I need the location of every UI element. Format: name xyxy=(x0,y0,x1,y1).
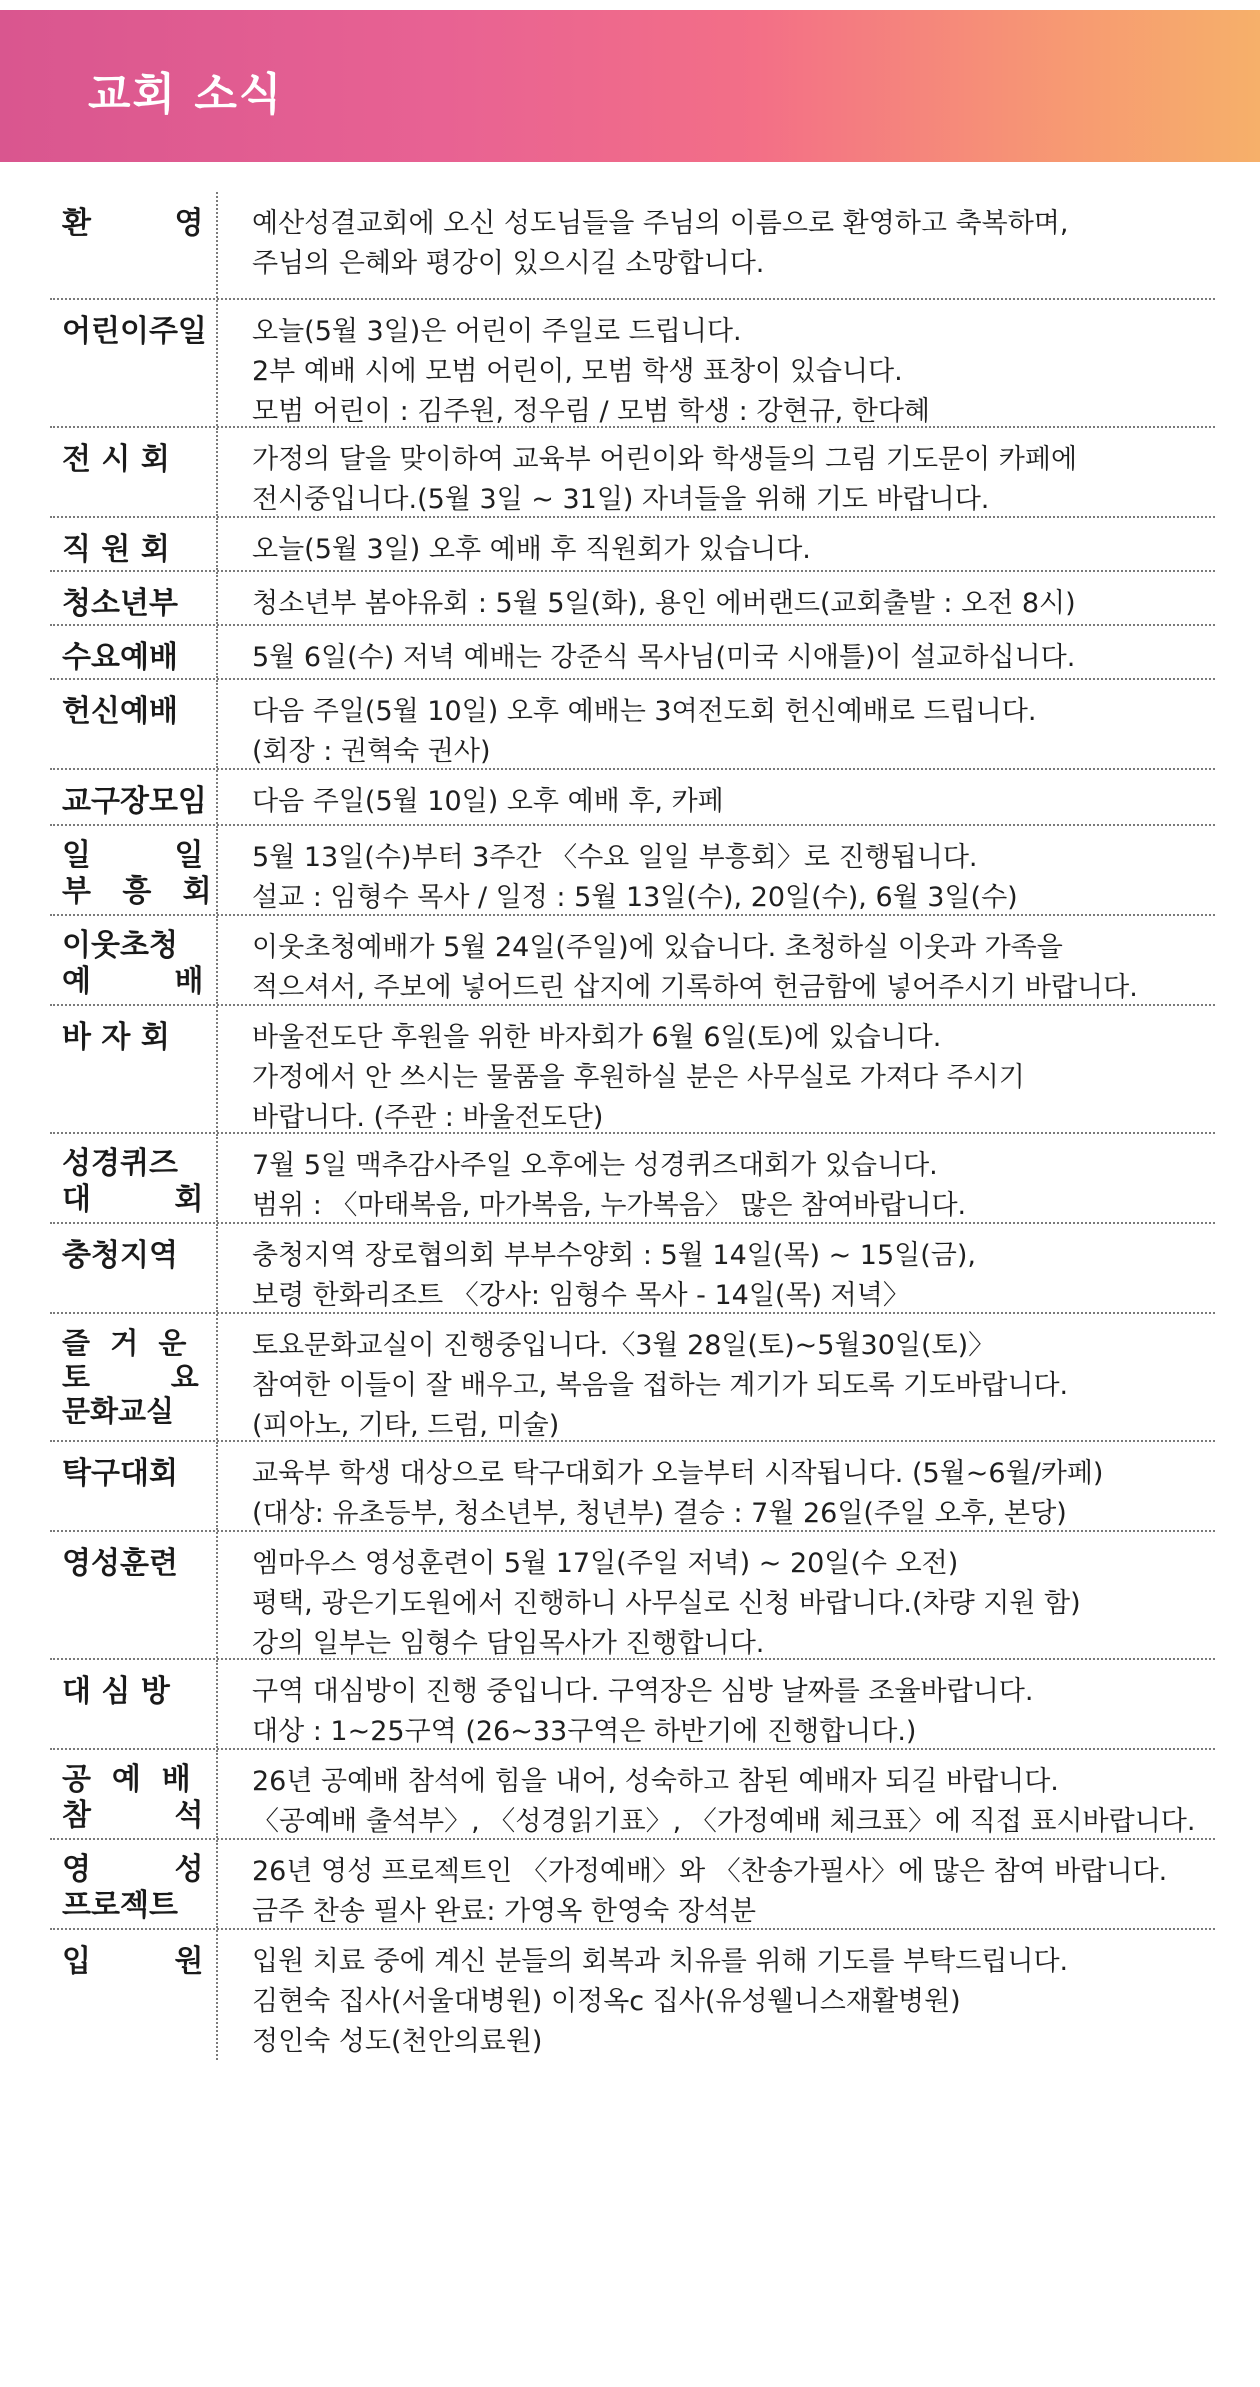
news-item-label xyxy=(50,1942,212,1982)
news-item-line: 예산성결교회에 오신 성도님들을 주님의 이름으로 환영하고 축복하며, xyxy=(252,208,1069,239)
news-item-line: 가정의 달을 맞이하여 교육부 어린이와 학생들의 그림 기도문이 카페에 xyxy=(252,444,1078,475)
news-item-body xyxy=(212,1146,1215,1226)
news-item-line: 범위 : 〈마태복음, 마가복음, 누가복음〉 많은 참여바랍니다. xyxy=(252,1190,967,1221)
news-item-label-line: 일 일 xyxy=(62,838,204,873)
column-divider xyxy=(216,680,218,768)
news-item-label-line: 토 요 xyxy=(62,1360,199,1394)
news-item-label-line: 영성훈련 xyxy=(62,1546,178,1581)
news-item-line: 다음 주일(5월 10일) 오후 예배는 3여전도회 헌신예배로 드립니다. xyxy=(252,696,1037,727)
news-item-body xyxy=(212,1672,1215,1752)
news-item-label-line: 어린이주일 xyxy=(62,314,207,349)
news-item-label-line: 이웃초청 xyxy=(62,928,178,963)
news-item xyxy=(50,1660,1215,1750)
news-item-label-line: 문화교실 xyxy=(62,1394,175,1428)
news-item-body xyxy=(212,838,1215,918)
news-item-body xyxy=(212,782,1215,822)
news-item-label-line: 탁구대회 xyxy=(62,1456,178,1491)
news-item-label xyxy=(50,1544,212,1584)
news-item-line: 입원 치료 중에 계신 분들의 회복과 치유를 위해 기도를 부탁드립니다. xyxy=(252,1946,1069,1977)
news-item-label-line: 성경퀴즈 xyxy=(62,1146,178,1181)
column-divider xyxy=(216,192,218,298)
news-item xyxy=(50,826,1215,916)
column-divider xyxy=(216,826,218,914)
news-item-line: 평택, 광은기도원에서 진행하니 사무실로 신청 바랍니다.(차량 지원 함) xyxy=(252,1588,1081,1619)
news-item-label xyxy=(50,1762,212,1834)
news-item-body xyxy=(212,1852,1215,1932)
news-item-line: 보령 한화리조트 〈강사: 임형수 목사 - 14일(목) 저녁〉 xyxy=(252,1280,910,1311)
news-item-label xyxy=(50,1326,212,1428)
news-item-label xyxy=(50,312,212,352)
news-item-body xyxy=(212,1454,1215,1534)
news-item-body xyxy=(212,638,1215,678)
news-item-line: 가정에서 안 쓰시는 물품을 후원하실 분은 사무실로 가져다 주시기 xyxy=(252,1062,1025,1093)
news-item-line: 26년 영성 프로젝트인 〈가정예배〉와 〈찬송가필사〉에 많은 참여 바랍니다. xyxy=(252,1856,1168,1887)
news-item-label-line: 부 흥 회 xyxy=(62,874,212,909)
news-item-line: 강의 일부는 임형수 담임목사가 진행합니다. xyxy=(252,1628,765,1659)
news-item-label-line: 직 원 회 xyxy=(62,532,170,567)
column-divider xyxy=(216,572,218,624)
news-item-line: 정인숙 성도(천안의료원) xyxy=(252,2026,543,2057)
news-item-line: 오늘(5월 3일) 오후 예배 후 직원회가 있습니다. xyxy=(252,534,811,565)
news-item-body xyxy=(212,530,1215,570)
column-divider xyxy=(216,1532,218,1658)
news-item-label xyxy=(50,638,212,678)
news-item-label-line: 환 영 xyxy=(62,206,204,241)
news-item-label-line: 프로젝트 xyxy=(62,1888,178,1923)
news-item-label-line: 공 예 배 xyxy=(62,1762,191,1797)
news-item-line: 5월 13일(수)부터 3주간 〈수요 일일 부흥회〉로 진행됩니다. xyxy=(252,842,978,873)
news-item xyxy=(50,518,1215,572)
news-item-line: 설교 : 임형수 목사 / 일정 : 5월 13일(수), 20일(수), 6월 3일(수) xyxy=(252,882,1018,913)
news-item-label-line: 교구장모임 xyxy=(62,784,207,819)
news-item xyxy=(50,572,1215,626)
news-item-line: 대상 : 1~25구역 (26~33구역은 하반기에 진행합니다.) xyxy=(252,1716,917,1747)
column-divider xyxy=(216,1006,218,1132)
news-item-line: 적으셔서, 주보에 넣어드린 삽지에 기록하여 헌금함에 넣어주시기 바랍니다. xyxy=(252,972,1138,1003)
news-item-body xyxy=(212,1326,1215,1446)
news-item-label-line: 즐 거 운 xyxy=(62,1326,187,1360)
news-item-label xyxy=(50,1672,212,1712)
news-item-line: 김현숙 집사(서울대병원) 이정옥c 집사(유성웰니스재활병원) xyxy=(252,1986,961,2017)
news-item xyxy=(50,1750,1215,1840)
news-item-label-line: 청소년부 xyxy=(62,586,178,621)
news-item-label-line: 수요예배 xyxy=(62,640,178,675)
news-item-body xyxy=(212,1942,1215,2062)
news-item-label-line: 입 원 xyxy=(62,1944,204,1979)
news-item-label-line: 영 성 xyxy=(62,1852,204,1887)
news-item-label-line: 바 자 회 xyxy=(62,1020,170,1055)
news-item-label xyxy=(50,692,212,732)
news-item xyxy=(50,916,1215,1006)
news-item-line: 모범 어린이 : 김주원, 정우림 / 모범 학생 : 강현규, 한다혜 xyxy=(252,396,931,427)
news-item-body xyxy=(212,928,1215,1008)
news-item-label xyxy=(50,1852,212,1924)
news-item-line: 참여한 이들이 잘 배우고, 복음을 접하는 계기가 되도록 기도바랍니다. xyxy=(252,1370,1069,1401)
news-item-body xyxy=(212,1544,1215,1664)
news-item-label xyxy=(50,1454,212,1494)
news-item-line: 7월 5일 맥추감사주일 오후에는 성경퀴즈대회가 있습니다. xyxy=(252,1150,938,1181)
news-item-label xyxy=(50,928,212,1000)
news-item-line: 주님의 은혜와 평강이 있으시길 소망합니다. xyxy=(252,248,765,279)
news-item xyxy=(50,1532,1215,1660)
news-item xyxy=(50,1006,1215,1134)
column-divider xyxy=(216,626,218,678)
news-item-label xyxy=(50,530,212,570)
news-item-body xyxy=(212,692,1215,772)
column-divider xyxy=(216,916,218,1004)
news-item-body xyxy=(212,204,1215,284)
column-divider xyxy=(216,1930,218,2060)
news-item-label-line: 예 배 xyxy=(62,964,204,999)
news-item-body xyxy=(212,312,1215,432)
news-item-label xyxy=(50,1146,212,1218)
news-item-line: 충청지역 장로협의회 부부수양회 : 5월 14일(목) ~ 15일(금), xyxy=(252,1240,976,1271)
news-item xyxy=(50,1840,1215,1930)
news-item-line: 청소년부 봄야유회 : 5월 5일(화), 용인 에버랜드(교회출발 : 오전 8시) xyxy=(252,588,1076,619)
news-item xyxy=(50,428,1215,518)
news-item-body xyxy=(212,1018,1215,1138)
column-divider xyxy=(216,1840,218,1928)
news-item-label-line: 대 회 xyxy=(62,1182,204,1217)
news-item xyxy=(50,1224,1215,1314)
column-divider xyxy=(216,1660,218,1748)
news-item xyxy=(50,1314,1215,1442)
news-item xyxy=(50,770,1215,826)
news-item xyxy=(50,1930,1215,2060)
news-item-line: 5월 6일(수) 저녁 예배는 강준식 목사님(미국 시애틀)이 설교하십니다. xyxy=(252,642,1076,673)
news-item-line: 바랍니다. (주관 : 바울전도단) xyxy=(252,1102,604,1133)
column-divider xyxy=(216,770,218,824)
news-item-line: 교육부 학생 대상으로 탁구대회가 오늘부터 시작됩니다. (5월~6월/카페) xyxy=(252,1458,1104,1489)
news-item-line: 다음 주일(5월 10일) 오후 예배 후, 카페 xyxy=(252,786,724,817)
news-item-line: 〈공예배 출석부〉, 〈성경읽기표〉, 〈가정예배 체크표〉에 직접 표시바랍니다. xyxy=(252,1806,1196,1837)
column-divider xyxy=(216,1314,218,1440)
news-item-label-line: 전 시 회 xyxy=(62,442,170,477)
news-item-line: (피아노, 기타, 드럼, 미술) xyxy=(252,1410,560,1441)
news-item-line: 바울전도단 후원을 위한 바자회가 6월 6일(토)에 있습니다. xyxy=(252,1022,942,1053)
column-divider xyxy=(216,1442,218,1530)
news-item-label xyxy=(50,584,212,624)
news-item-line: 전시중입니다.(5월 3일 ~ 31일) 자녀들을 위해 기도 바랍니다. xyxy=(252,484,990,515)
news-item-line: (대상: 유초등부, 청소년부, 청년부) 결승 : 7월 26일(주일 오후, 본당) xyxy=(252,1498,1067,1529)
news-item-label-line: 충청지역 xyxy=(62,1238,178,1273)
column-divider xyxy=(216,300,218,426)
column-divider xyxy=(216,1750,218,1838)
news-item-label-line: 참 석 xyxy=(62,1798,204,1833)
news-item-line: 엠마우스 영성훈련이 5월 17일(주일 저녁) ~ 20일(수 오전) xyxy=(252,1548,959,1579)
news-item-line: 이웃초청예배가 5월 24일(주일)에 있습니다. 초청하실 이웃과 가족을 xyxy=(252,932,1063,963)
news-item-line: (회장 : 권혁숙 권사) xyxy=(252,736,491,767)
news-item-label xyxy=(50,782,212,822)
news-item-label-line: 헌신예배 xyxy=(62,694,178,729)
column-divider xyxy=(216,428,218,516)
news-item-line: 금주 찬송 필사 완료: 가영옥 한영숙 장석분 xyxy=(252,1896,756,1927)
news-item-line: 26년 공예배 참석에 힘을 내어, 성숙하고 참된 예배자 되길 바랍니다. xyxy=(252,1766,1059,1797)
news-item xyxy=(50,192,1215,300)
news-item-label-line: 대 심 방 xyxy=(62,1674,170,1709)
news-item-label xyxy=(50,204,212,244)
news-item-line: 오늘(5월 3일)은 어린이 주일로 드립니다. xyxy=(252,316,742,347)
news-item-label xyxy=(50,838,212,910)
news-item-body xyxy=(212,1236,1215,1316)
news-item-line: 구역 대심방이 진행 중입니다. 구역장은 심방 날짜를 조율바랍니다. xyxy=(252,1676,1034,1707)
news-item xyxy=(50,300,1215,428)
column-divider xyxy=(216,518,218,570)
news-item xyxy=(50,680,1215,770)
news-item-body xyxy=(212,440,1215,520)
news-item-label xyxy=(50,1018,212,1058)
news-list xyxy=(50,192,1215,2060)
news-item-line: 토요문화교실이 진행중입니다.〈3월 28일(토)~5월30일(토)〉 xyxy=(252,1330,996,1361)
news-item-label xyxy=(50,440,212,480)
page-title: 교회 소식 xyxy=(88,69,284,120)
news-item xyxy=(50,1134,1215,1224)
header-banner xyxy=(0,10,1260,162)
news-item-body xyxy=(212,1762,1215,1842)
news-item xyxy=(50,626,1215,680)
news-item-body xyxy=(212,584,1215,624)
news-item-label xyxy=(50,1236,212,1276)
column-divider xyxy=(216,1224,218,1312)
column-divider xyxy=(216,1134,218,1222)
news-item-line: 2부 예배 시에 모범 어린이, 모범 학생 표창이 있습니다. xyxy=(252,356,903,387)
news-item xyxy=(50,1442,1215,1532)
